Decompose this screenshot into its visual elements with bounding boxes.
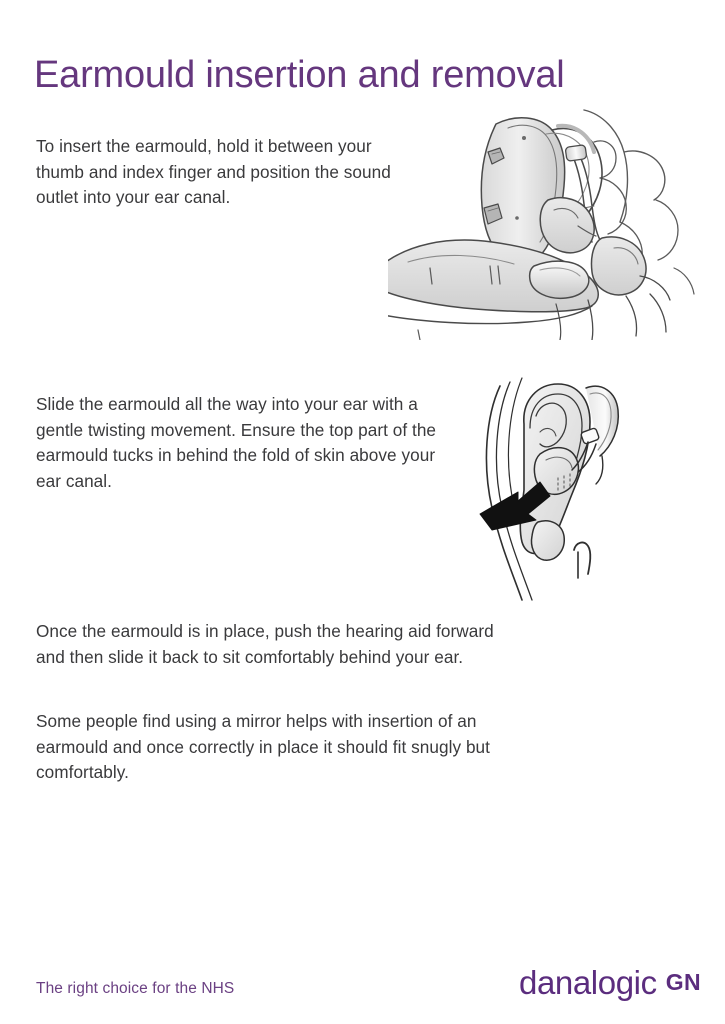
- illustration-ear-with-earmould-arrow: [478, 372, 628, 612]
- instruction-paragraph-4: Some people find using a mirror helps with insertion of an earmould and once correctly in place it should fit snugly but comfortably.: [36, 711, 490, 783]
- ear-with-earmould-drawing: [478, 372, 628, 612]
- footer-tagline: The right choice for the NHS: [36, 980, 235, 997]
- hand-holding-hearing-aid-drawing: [388, 108, 700, 340]
- instruction-paragraph-3: Once the earmould is in place, push the hearing aid forward and then slide it back to sit comfortably behind your ear.: [36, 621, 494, 667]
- brand-logo: [519, 966, 701, 999]
- instruction-paragraph-1: To insert the earmould, hold it between your thumb and index finger and position the sound outlet into your ear canal.: [36, 136, 391, 208]
- instruction-paragraph-2: Slide the earmould all the way into your ear with a gentle twisting movement. Ensure the top part of the earmould tucks in behind the fold of skin above your ear canal.: [36, 394, 437, 491]
- brand-suffix-gn: GN: [665, 969, 701, 995]
- brand-name: danalogic: [519, 964, 657, 1001]
- illustration-hand-holding-hearing-aid: [388, 108, 700, 340]
- page-title: Earmould insertion and removal: [34, 54, 565, 97]
